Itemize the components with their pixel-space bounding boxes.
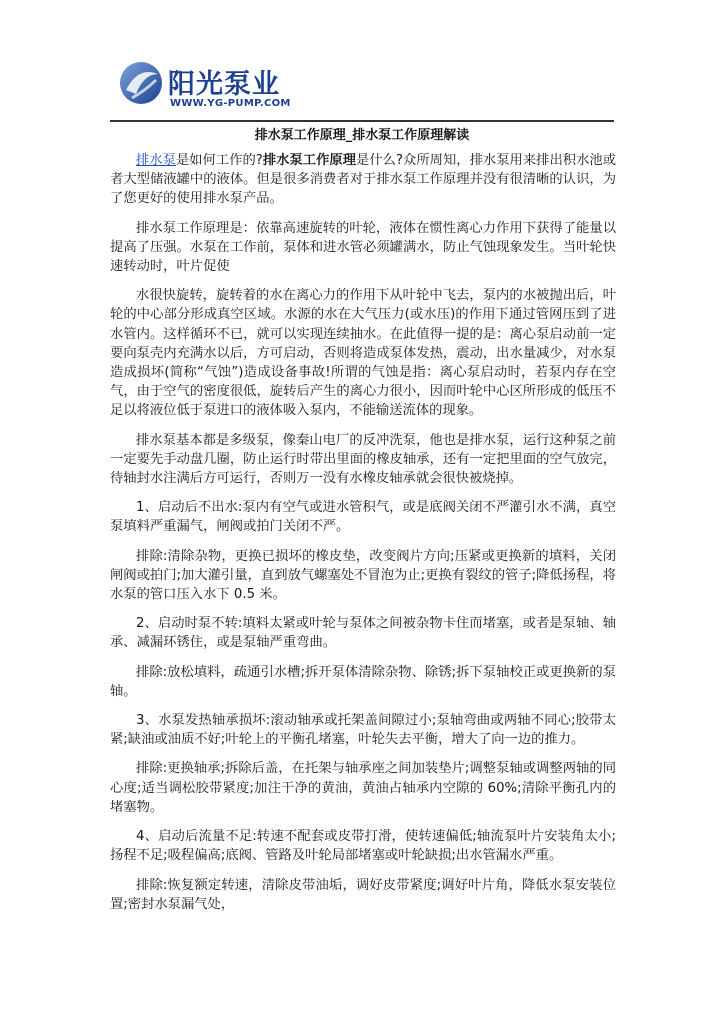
brand-logo[interactable] (118, 58, 318, 118)
intro-bold: 排水泵工作原理 (262, 153, 357, 168)
brand-url: WWW.YG-PUMP.COM (170, 98, 291, 109)
paragraph-fault-2: 2、启动时泵不转:填料太紧或叶轮与泵体之间被杂物卡住而堵塞，或者是泵轴、轴承、减漏环锈住，或是泵轴严重弯曲。 (110, 616, 616, 651)
paragraph-fault-1: 1、启动后不出水:泵内有空气或进水管积气，或是底阀关闭不严灌引水不满，真空泵填料严重漏气，闸阀或拍门关闭不严。 (110, 500, 616, 535)
paragraph-fault-4: 4、启动后流量不足:转速不配套或皮带打滑，使转速偏低;轴流泵叶片安装角太小;扬程不足;吸程偏高;底阀、管路及叶轮局部堵塞或叶轮缺损;出水管漏水严重。 (110, 829, 616, 864)
paragraph-fault-3: 3、水泵发热轴承损坏:滚动轴承或托架盖间隙过小;泵轴弯曲或两轴不同心;胶带太紧;缺油或油质不好;叶轮上的平衡孔堵塞，叶轮失去平衡，增大了向一边的推力。 (110, 713, 616, 748)
paragraph-fix-2: 排除:放松填料，疏通引水槽;拆开泵体清除杂物、除锈;拆下泵轴校正或更换新的泵轴。 (110, 664, 616, 699)
article-title: 排水泵工作原理_排水泵工作原理解读 (254, 128, 470, 143)
header-divider (110, 120, 614, 122)
intro-text-b: 是什么?众所周知，排水泵用来排出积水池或者大型储液罐中的液体。但是很多消费者对于排水泵工作原理并没有很清晰的认识，为了您更好的使用排水泵产品。 (110, 153, 617, 207)
paragraph-multistage: 排水泵基本都是多级泵，像秦山电厂的反冲洗泵，他也是排水泵，运行这种泵之前一定要先手动盘几圈，防止运行时带出里面的橡皮轴承，还有一定把里面的空气放完，待轴封水注满后方可运行，否则万一没有水橡皮轴承就会很快被烧掉。 (110, 432, 616, 487)
pump-link[interactable]: 排水泵 (136, 153, 176, 168)
brand-name: 阳光泵业 (168, 69, 280, 100)
intro-text-a: 是如何工作的? (175, 153, 263, 168)
pump-logo-icon (118, 60, 164, 106)
paragraph-principle: 排水泵工作原理是：依靠高速旋转的叶轮，液体在惯性离心力作用下获得了能量以提高了压强。水泵在工作前，泵体和进水管必须罐满水，防止气蚀现象发生。当叶轮快速转动时，叶片促使 (110, 220, 616, 275)
paragraph-fix-3: 排除:更换轴承;拆除后盖，在托架与轴承座之间加装垫片;调整泵轴或调整两轴的同心度;适当调松胶带紧度;加注干净的黄油，黄油占轴承内空隙的 60%;清除平衡孔内的堵塞物。 (110, 761, 616, 815)
intro-paragraph (110, 151, 616, 209)
paragraph-fix-4: 排除:恢复额定转速，清除皮带油垢，调好皮带紧度;调好叶片角，降低水泵安装位置;密封水泵漏气处， (110, 877, 616, 912)
article-body (110, 151, 616, 924)
paragraph-fix-1: 排除:清除杂物，更换已损坏的橡皮垫，改变阀片方向;压紧或更换新的填料，关闭闸阀或拍门;加大灌引量，直到放气螺塞处不冒泡为止;更换有裂纹的管子;降低扬程，将水泵的管口压入水下 0.5 米。 (110, 548, 616, 603)
paragraph-rotation: 水很快旋转，旋转着的水在离心力的作用下从叶轮中飞去，泵内的水被抛出后，叶轮的中心部分形成真空区域。水源的水在大气压力(或水压)的作用下通过管网压到了进水管内。这样循环不已，就可以实现连续抽水。在此值得一提的是：离心泵启动前一定要向泵壳内充满水以后，方可启动，否则将造成泵体发热，震动，出水量减少，对水泵造成损坏(简称“气蚀”)造成设备事故!所谓的气蚀是指：离心泵启动时，若泵内存在空气，由于空气的密度很低，旋转后产生的离心力很小，因而叶轮中心区所形成的低压不足以将液位低于泵进口的液体吸入泵内，不能输送流体的现象。 (110, 288, 616, 419)
